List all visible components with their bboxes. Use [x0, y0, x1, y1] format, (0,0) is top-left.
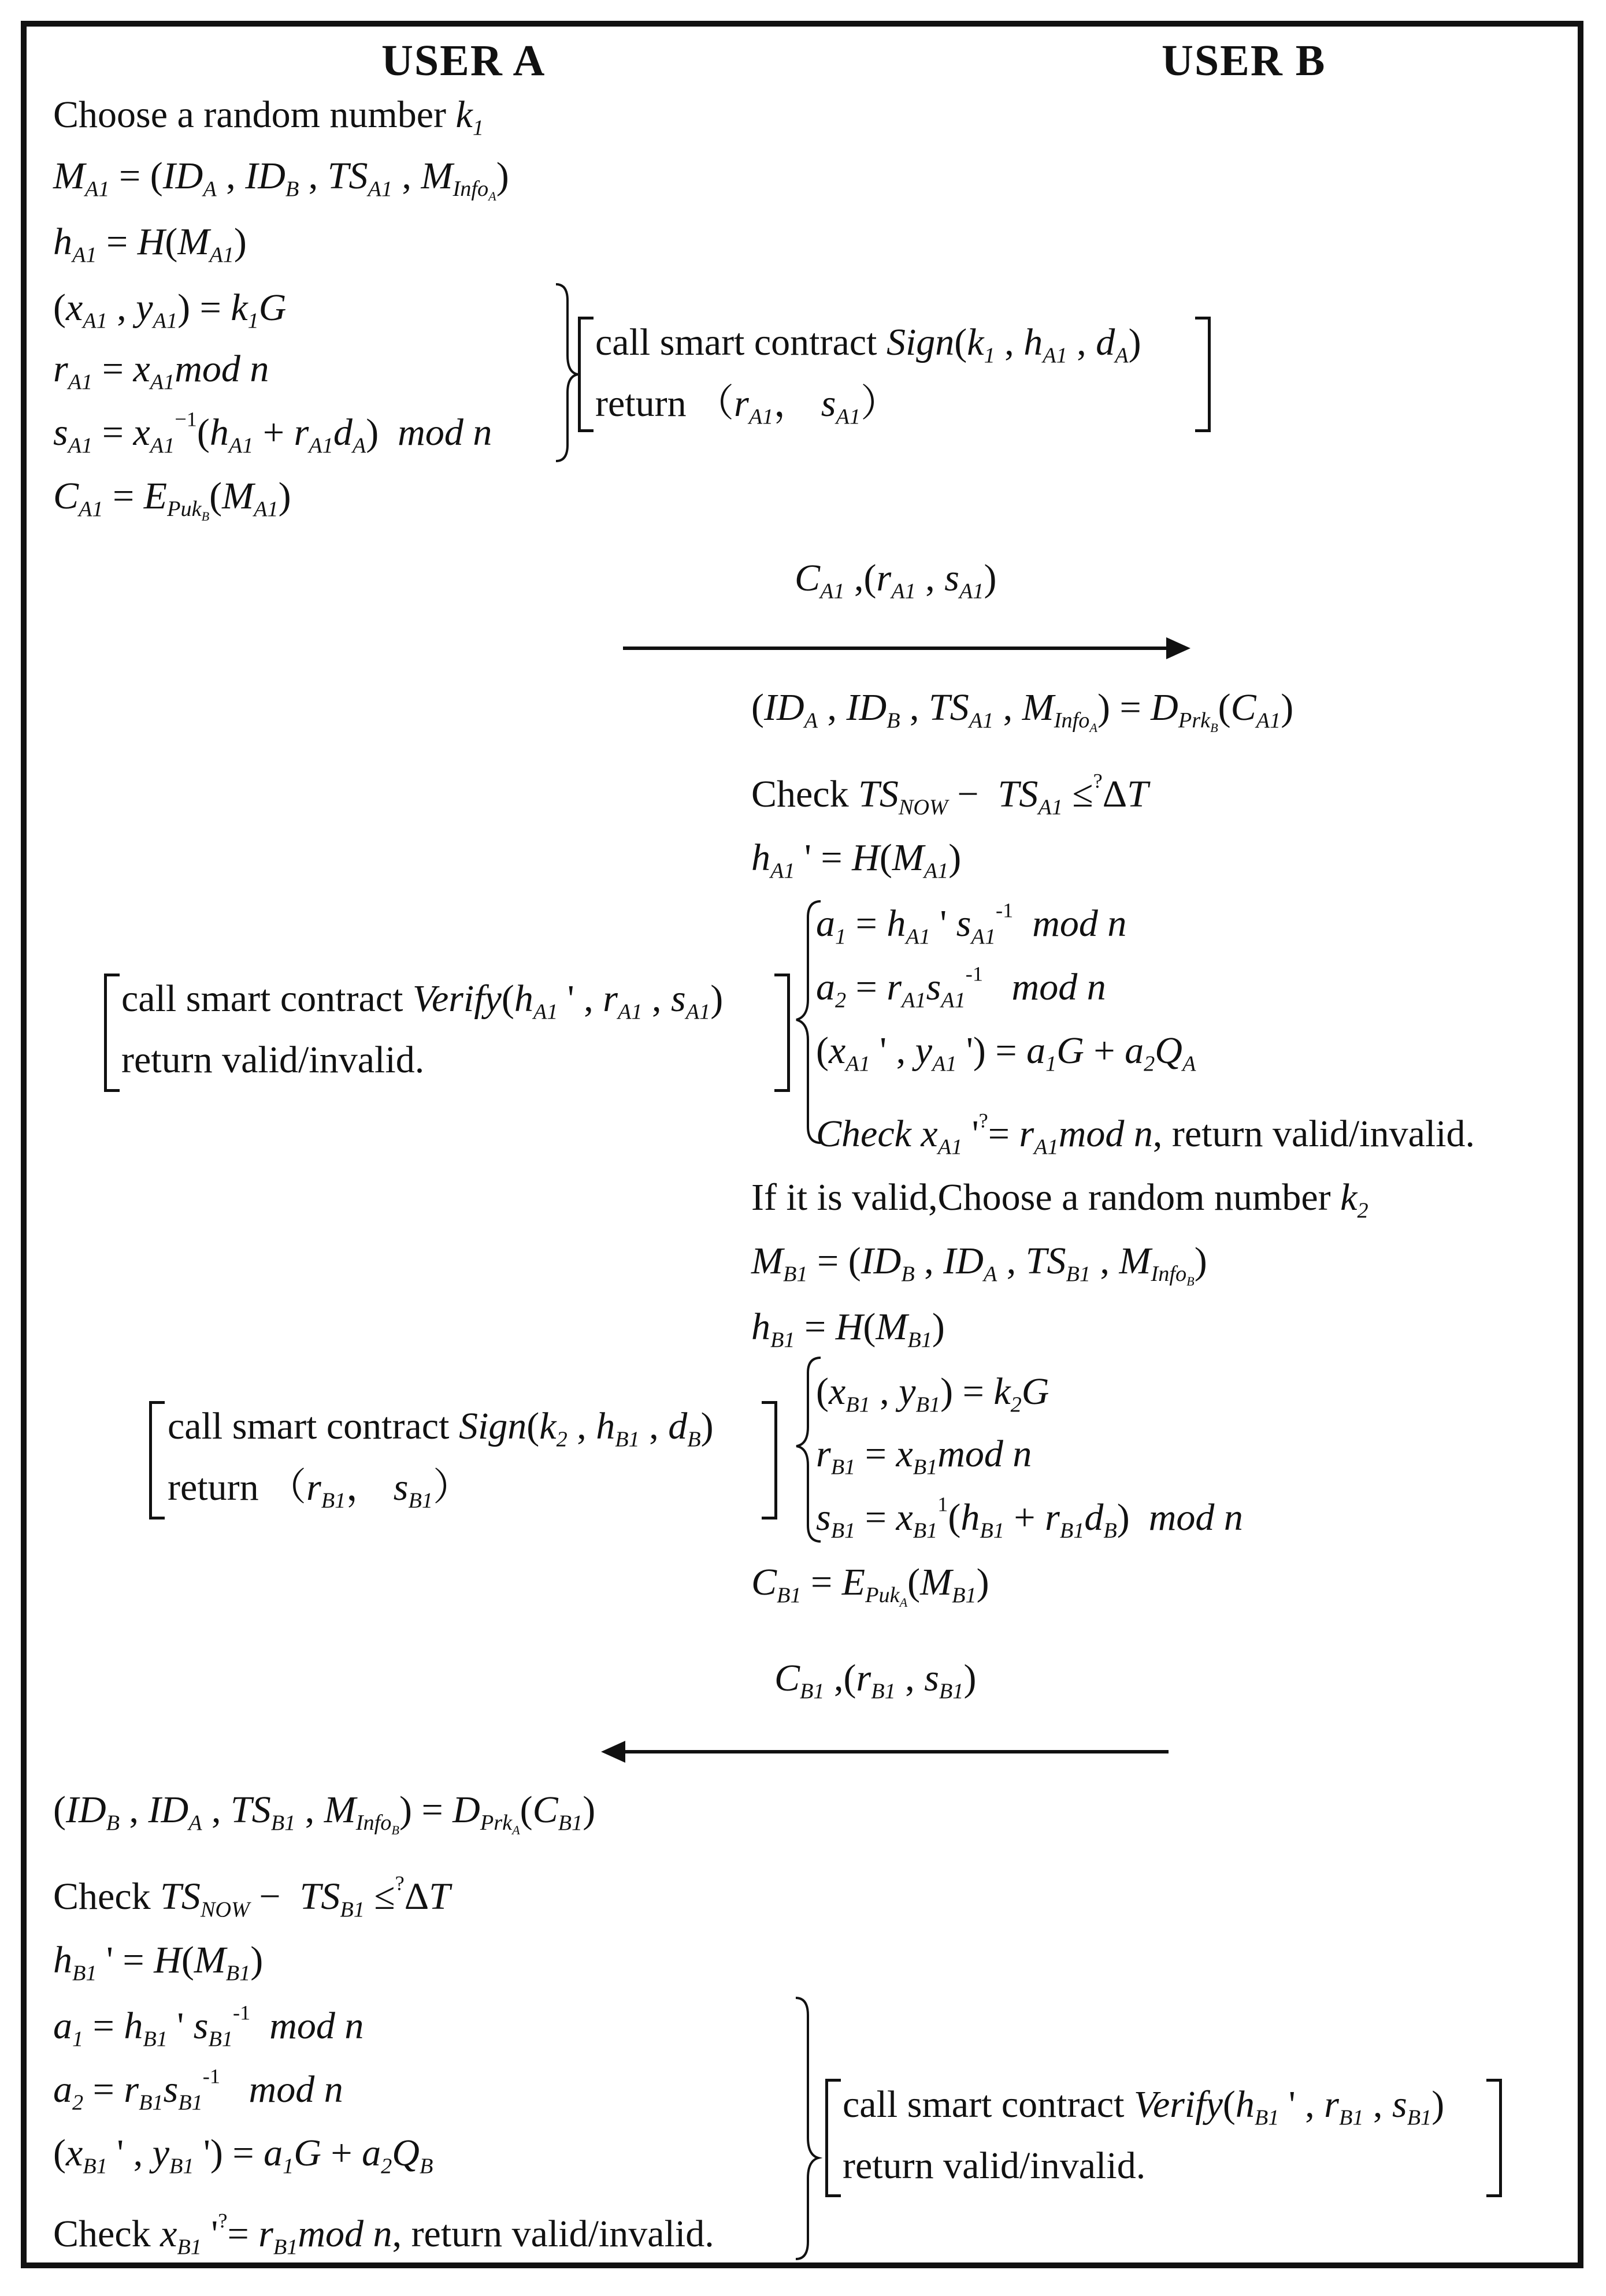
bracket-sign-b-left: [149, 1401, 165, 1519]
b-point-recompute: ($x_{A1}$ ' , $y_{A1}$ ') = $a_1G + a_2Q_A$: [816, 1030, 1196, 1076]
b-s-def: $s_{B1} = x_{B1}^1(h_{B1} + r_{B1}d_B)$ mod n: [816, 1492, 1243, 1543]
b-a1-def: $a_1 = h_{A1}$ ' $s_{A1}^{-1}$ mod n: [816, 898, 1127, 949]
bracket-verify-a-left: [104, 974, 120, 1092]
a-a2-def: $a_2 = r_{B1}s_{B1}^{-1}$ mod n: [53, 2064, 343, 2115]
user-a-header: USER A: [381, 36, 546, 85]
bracket-verify-b-right: [1486, 2079, 1502, 2197]
b-cipher-def: $C_{B1} = E_{Puk_A}(M_{B1})$: [751, 1561, 989, 1610]
arrow-a-to-b-head: [1166, 637, 1190, 659]
a-check-timestamp: Check $TS_{NOW} - TS_{B1} \le^?\Delta T$: [53, 1871, 450, 1922]
a1-message-def: $M_{A1} = (ID_A$ , $ID_B$ , $TS_{A1}$ , $M_{Info_A}$): [53, 155, 509, 204]
b-point-def: ($x_{B1}$ , $y_{B1}) = k_2G$: [816, 1370, 1049, 1417]
b-check-signature: Check $x_{A1}$ '$^?= r_{A1}mod$ n, return valid/invalid.: [816, 1109, 1475, 1160]
a1-choose-random: Choose a random number $k_1$: [53, 94, 484, 140]
b-check-timestamp: Check $TS_{NOW} - TS_{A1} \le^?\Delta T$: [751, 769, 1148, 820]
user-b-header: USER B: [1162, 36, 1326, 85]
a1-cipher-def: $C_{A1} = E_{Puk_B}(M_{A1})$: [53, 475, 291, 524]
arrow-b-to-a-head: [601, 1741, 625, 1763]
sign-b-call: call smart contract $Sign(k_2$ , $h_{B1}$ , $d_B$): [168, 1405, 714, 1452]
b-choose-random: If it is valid,Choose a random number $k_2$: [751, 1176, 1368, 1223]
a-check-signature: Check $x_{B1}$ '$^?= r_{B1}mod$ n, return valid/invalid.: [53, 2209, 714, 2260]
message-1-label: $C_{A1}$ $,(r_{A1}$ , $s_{A1}$): [795, 557, 997, 604]
b-decrypt: ($ID_A$ , $ID_B$ , $TS_{A1}$ , $M_{Info_A}) = D_{Prk_B}(C_{A1})$: [751, 686, 1294, 735]
verify-a-return: return valid/invalid.: [121, 1039, 425, 1081]
b-a2-def: $a_2 = r_{A1}s_{A1}^{-1}$ mod n: [816, 962, 1106, 1013]
sign-a-return: return （$r_{A1}$， $s_{A1}$）: [595, 382, 899, 429]
bracket-verify-b-left: [825, 2079, 841, 2197]
verify-a-call: call smart contract $Verify(h_{A1}$ ' , $r_{A1}$ , $s_{A1}$): [121, 978, 724, 1024]
verify-b-call: call smart contract $Verify(h_{B1}$ ' , $r_{B1}$ , $s_{B1}$): [843, 2083, 1445, 2130]
a-decrypt: ($ID_B$ , $ID_A$ , $TS_{B1}$ , $M_{Info_B}) = D_{Prk_A}(C_{B1})$: [53, 1789, 596, 1838]
b-r-def: $r_{B1} = x_{B1}mod$ n: [816, 1433, 1032, 1480]
b-hash-recompute: $h_{A1}$ ' = $H(M_{A1})$: [751, 837, 962, 883]
a-point-recompute: ($x_{B1}$ ' , $y_{B1}$ ') = $a_1G + a_2Q_B$: [53, 2132, 433, 2179]
sign-a-call: call smart contract $Sign(k_1$ , $h_{A1}$ , $d_A$): [595, 321, 1141, 368]
a1-r-def: $r_{A1} = x_{A1}mod$ n: [53, 348, 269, 395]
bracket-sign-b-right: [762, 1401, 777, 1519]
brace-a-sign: [556, 284, 578, 461]
a1-hash-def: $h_{A1} = H(M_{A1})$: [53, 221, 247, 268]
bracket-sign-a-right: [1195, 317, 1211, 432]
sign-b-return: return （$r_{B1}$， $s_{B1}$）: [168, 1466, 471, 1513]
b-hash-def: $h_{B1} = H(M_{B1})$: [751, 1306, 945, 1353]
bracket-sign-a-left: [578, 317, 594, 432]
a1-s-def: $s_{A1} = x_{A1}^{-1}(h_{A1} + r_{A1}d_A)$ mod n: [53, 407, 492, 458]
a-hash-recompute: $h_{B1}$ ' = $H(M_{B1})$: [53, 1939, 264, 1986]
a1-point-def: ($x_{A1}$ , $y_{A1}) = k_1G$: [53, 287, 287, 333]
b-message-def: $M_{B1} = (ID_B$ , $ID_A$ , $TS_{B1}$ , $M_{Info_B}$): [751, 1240, 1207, 1289]
message-2-label: $C_{B1}$ $,(r_{B1}$ , $s_{B1}$): [774, 1657, 977, 1704]
bracket-verify-a-right: [774, 974, 790, 1092]
brace-a-verify: [796, 1998, 818, 2259]
a-a1-def: $a_1 = h_{B1}$ ' $s_{B1}^{-1}$ mod n: [53, 2001, 364, 2052]
verify-b-return: return valid/invalid.: [843, 2145, 1146, 2187]
